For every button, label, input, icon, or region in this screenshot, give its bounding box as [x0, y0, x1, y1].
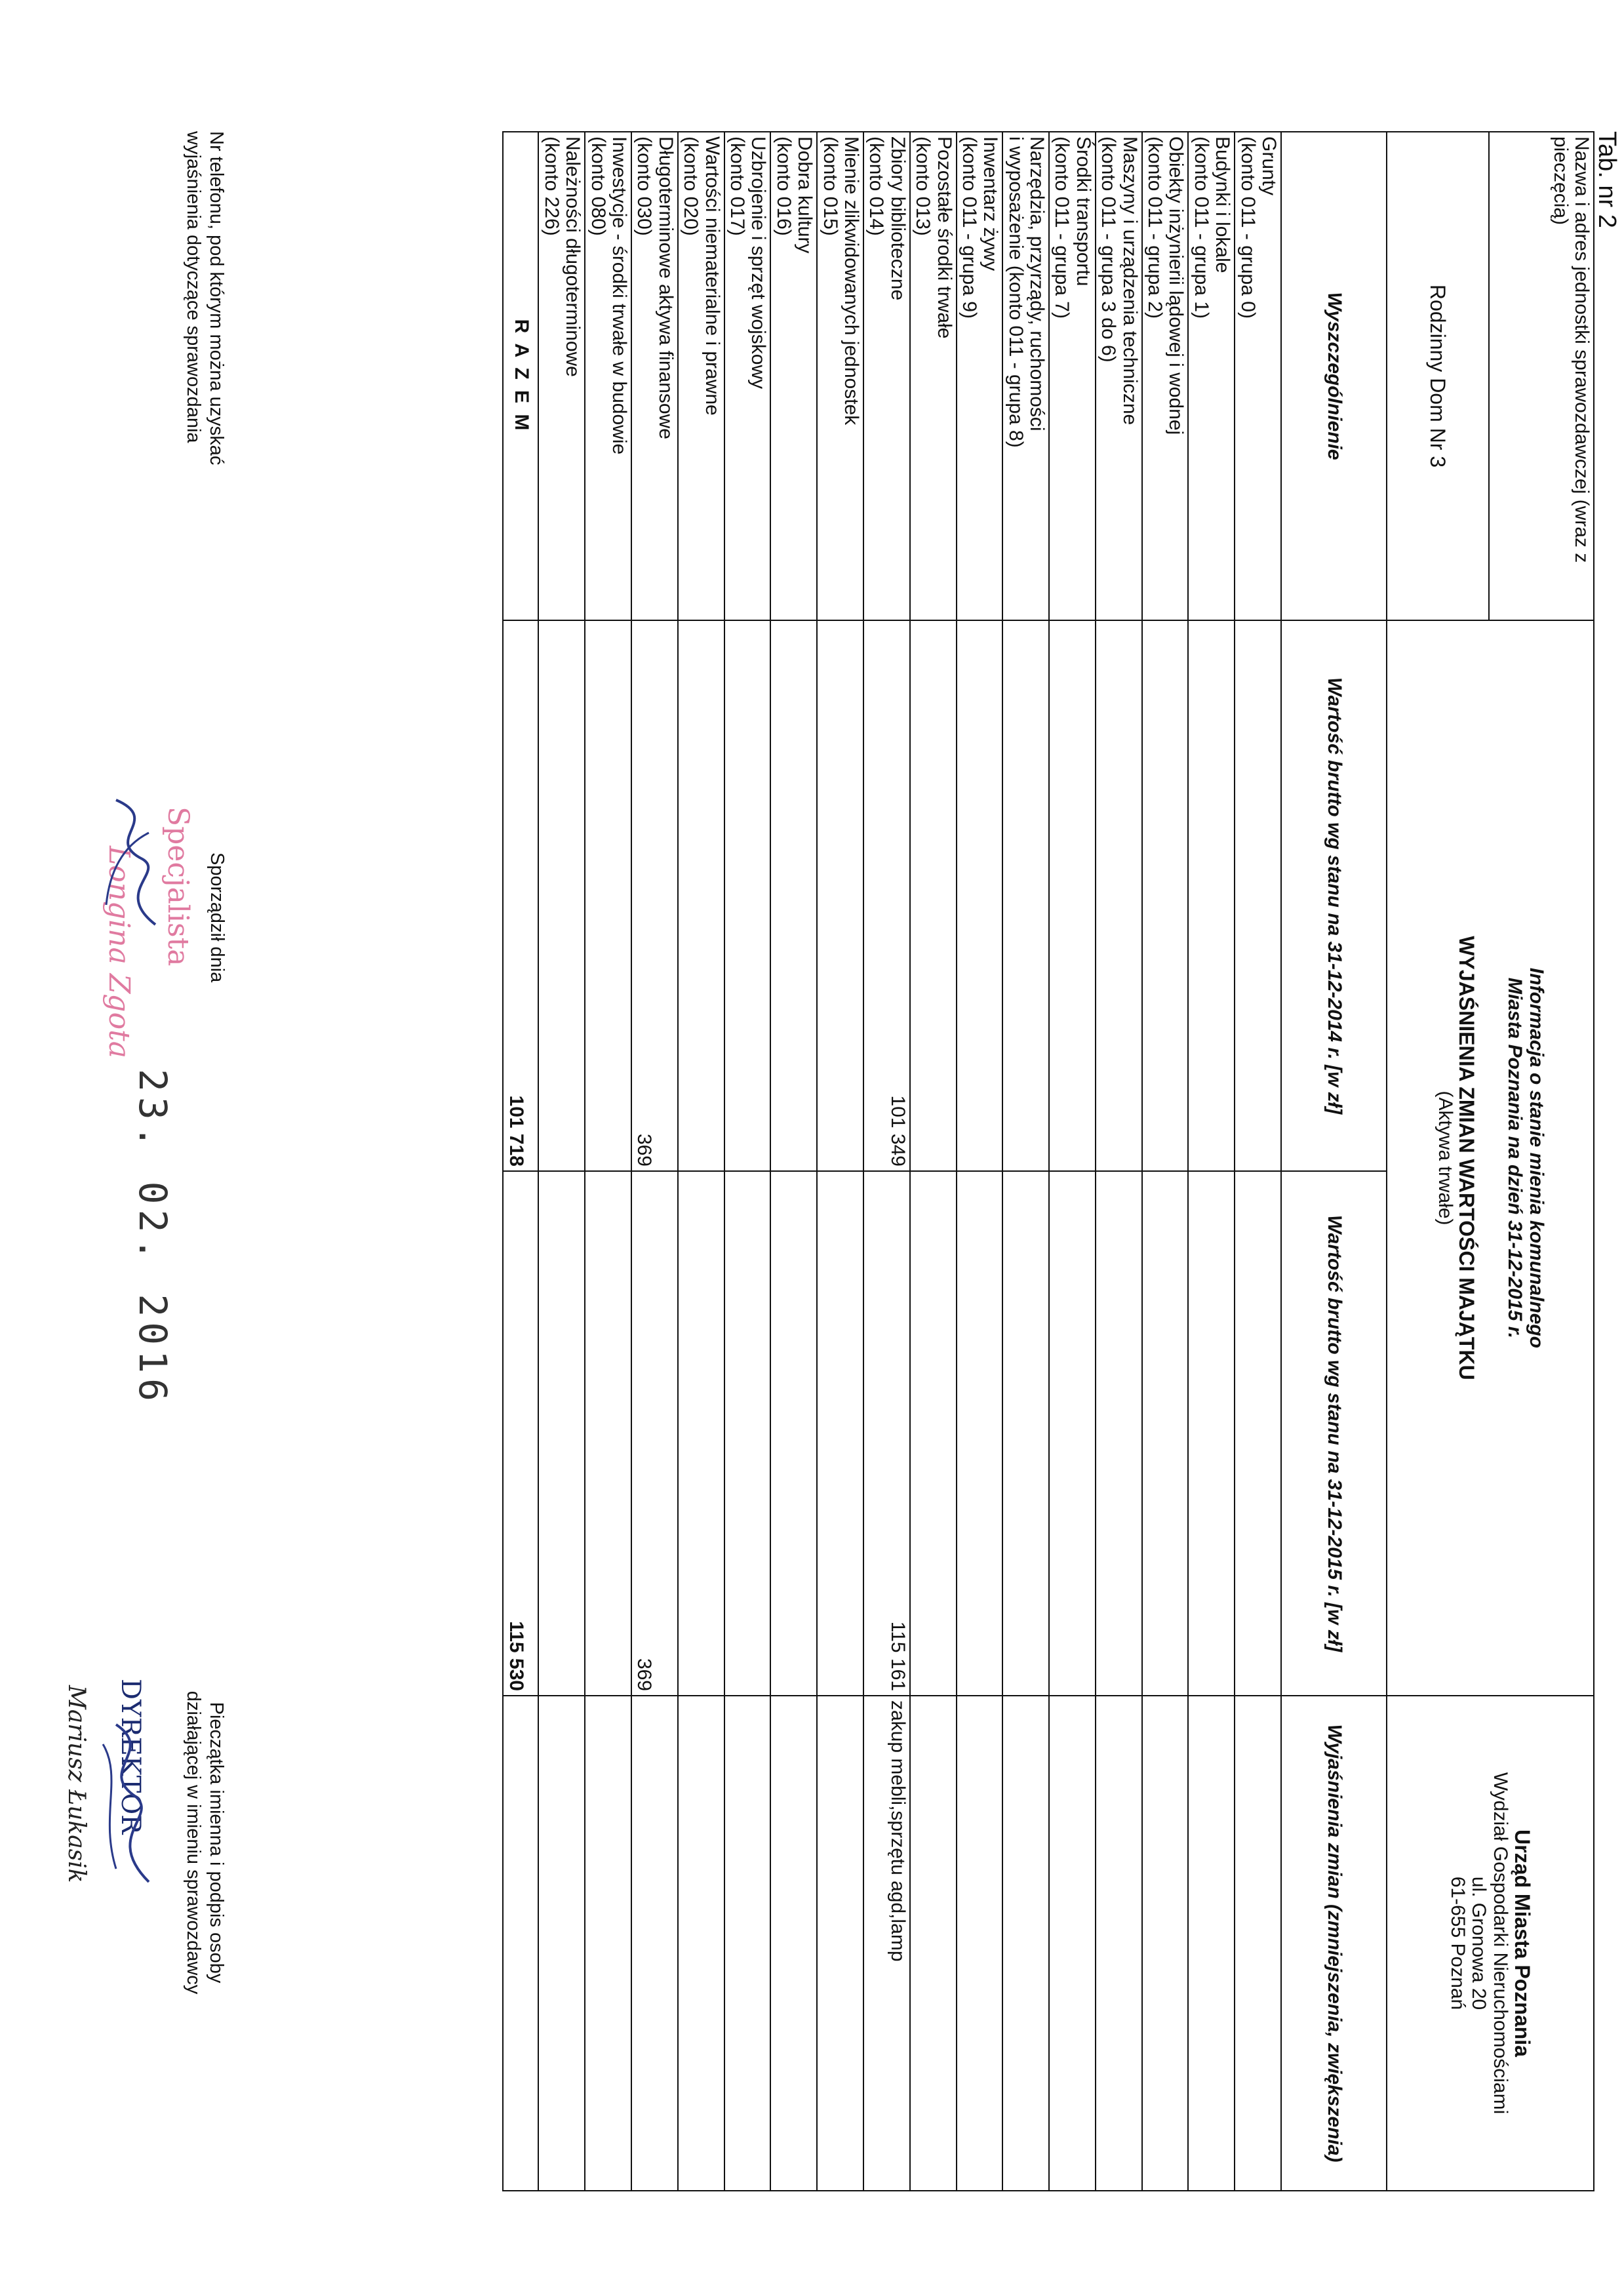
- row-2014: [1142, 620, 1189, 1171]
- row-note: [957, 1696, 1003, 2191]
- row-desc: [585, 132, 631, 620]
- row-desc: [817, 132, 863, 620]
- row-desc: [1002, 132, 1049, 620]
- row-account: (konto 020): [680, 136, 702, 236]
- row-note: [817, 1696, 863, 2191]
- specialist-stamp: Specjalista: [161, 807, 195, 967]
- row-2014: [1049, 620, 1096, 1171]
- col-2014: Wartość brutto wg stanu na 31-12-2014 r. [w zł]: [1281, 620, 1387, 1171]
- row-desc: [1142, 132, 1189, 620]
- row-note: [585, 1696, 631, 2191]
- office-name: Urząd Miasta Poznania: [1511, 1829, 1535, 2057]
- row-note: [1142, 1696, 1189, 2191]
- table-row: [585, 132, 631, 2191]
- col-desc: Wyszczególnienie: [1281, 132, 1387, 620]
- row-note: [1049, 1696, 1096, 2191]
- col-explain: Wyjaśnienia zmian (zmniejszenia, zwiększenia): [1281, 1696, 1387, 2191]
- row-account: (konto 014): [865, 136, 888, 236]
- row-desc: [539, 132, 585, 620]
- report-subtitle-2: (Aktywa trwałe): [1434, 1090, 1456, 1226]
- row-desc: [724, 132, 771, 620]
- unit-label: Nazwa i adres jednostki sprawozdawczej (wraz z pieczęcią): [1549, 136, 1593, 563]
- tab-number: Tab. nr 2: [1593, 131, 1621, 228]
- row-2014: [817, 620, 863, 1171]
- row-2015: [1049, 1171, 1096, 1696]
- row-desc: [910, 132, 957, 620]
- row-desc: [1188, 132, 1235, 620]
- total-label: R A Z E M: [504, 132, 539, 620]
- director-name: Mariusz Łukasik: [63, 1685, 90, 1883]
- table-row: [724, 132, 771, 2191]
- row-desc: [1049, 132, 1096, 620]
- office-cell: [1387, 1696, 1594, 2191]
- row-note: [1235, 1696, 1281, 2191]
- row-note: [1002, 1696, 1049, 2191]
- row-2014: [1188, 620, 1235, 1171]
- unit-label-cell: [1489, 132, 1594, 620]
- assets-table: [503, 131, 1595, 2191]
- row-account: (konto 226): [540, 136, 563, 236]
- table-row: [770, 132, 817, 2191]
- row-2015: [817, 1171, 863, 1696]
- row-account: (konto 011 - grupa 0): [1237, 136, 1259, 319]
- row-note: [724, 1696, 771, 2191]
- seal-note: [182, 1646, 228, 2039]
- row-2015: [957, 1171, 1003, 1696]
- row-2014: [910, 620, 957, 1171]
- row-label: Inwestycje - środki trwałe w budowie: [608, 136, 631, 455]
- row-2014: [1096, 620, 1142, 1171]
- row-account: (konto 017): [726, 136, 749, 236]
- row-label: Środki transportu: [1072, 136, 1094, 287]
- row-label: Narzędzia, przyrządy, ruchomości: [1026, 136, 1048, 431]
- total-note: [504, 1696, 539, 2191]
- row-desc: [678, 132, 724, 620]
- row-label: Obiekty inżynierii lądowej i wodnej: [1165, 136, 1187, 435]
- row-2014: [1235, 620, 1281, 1171]
- row-2014: [957, 620, 1003, 1171]
- row-desc: [631, 132, 678, 620]
- row-label: Zbiory biblioteczne: [886, 136, 909, 301]
- row-label: Maszyny i urządzenia techniczne: [1119, 136, 1141, 426]
- row-label: Budynki i lokale: [1212, 136, 1234, 273]
- row-label: Dobra kultury: [794, 136, 816, 254]
- row-2015: [539, 1171, 585, 1696]
- phone-note: [182, 131, 228, 465]
- prepared-label: Sporządził dnia: [207, 852, 228, 983]
- row-2015: 115 161: [863, 1171, 910, 1696]
- row-label: Uzbrojenie i sprzęt wojskowy: [747, 136, 770, 389]
- row-account: (konto 030): [633, 136, 656, 236]
- table-row: [1096, 132, 1142, 2191]
- row-2014: [770, 620, 817, 1171]
- report-title-2: Miasta Poznania na dzień 31-12-2015 r.: [1504, 977, 1526, 1339]
- total-2014: 101 718: [504, 620, 539, 1171]
- table-row: [910, 132, 957, 2191]
- row-note: [770, 1696, 817, 2191]
- row-2015: [1235, 1171, 1281, 1696]
- table-row: [863, 132, 910, 2191]
- row-2014: [539, 620, 585, 1171]
- director-signature: [90, 1718, 162, 1888]
- table-row: [1188, 132, 1235, 2191]
- table-row: [1002, 132, 1049, 2191]
- table-row: [957, 132, 1003, 2191]
- row-2014: [1002, 620, 1049, 1171]
- row-note: zakup mebli,sprzętu agd,lamp: [863, 1696, 910, 2191]
- row-label: Grunty: [1258, 136, 1280, 196]
- row-label: Inwentarz żywy: [980, 136, 1002, 271]
- office-dept: Wydział Gospodarki Nieruchomościami: [1489, 1772, 1511, 2115]
- row-2015: [585, 1171, 631, 1696]
- seal-note-2: działającej w imieniu sprawozdawcy: [183, 1690, 205, 1995]
- table-row: [817, 132, 863, 2191]
- phone-note-1: Nr telefonu, pod którym można uzyskać: [206, 131, 227, 466]
- title-cell: [1387, 620, 1594, 1696]
- director-stamp: DYREKTOR: [115, 1679, 146, 1835]
- row-desc: [957, 132, 1003, 620]
- row-label: Wartości niematerialne i prawne: [701, 136, 723, 416]
- header-row-top: [1489, 132, 1594, 2191]
- row-account: (konto 011 - grupa 7): [1051, 136, 1073, 319]
- row-2015: [1002, 1171, 1049, 1696]
- column-header-row: [1281, 132, 1387, 2191]
- col-2015: Wartość brutto wg stanu na 31-12-2015 r. [w zł]: [1281, 1171, 1387, 1696]
- report-title-1: Informacja o stanie mienia komunalnego: [1525, 967, 1547, 1349]
- row-note: [631, 1696, 678, 2191]
- row-desc: [863, 132, 910, 620]
- row-note: [1096, 1696, 1142, 2191]
- row-note: [910, 1696, 957, 2191]
- total-row: [504, 132, 539, 2191]
- row-desc: [770, 132, 817, 620]
- row-label: Długoterminowe aktywa finansowe: [654, 136, 677, 439]
- table-row: [1142, 132, 1189, 2191]
- row-2015: [1142, 1171, 1189, 1696]
- table-row: [1235, 132, 1281, 2191]
- row-account: (konto 015): [819, 136, 841, 236]
- table-row: [678, 132, 724, 2191]
- row-2015: [1188, 1171, 1235, 1696]
- row-account: (konto 011 - grupa 1): [1190, 136, 1212, 319]
- total-2015: 115 530: [504, 1171, 539, 1696]
- unit-name: Rodzinny Dom Nr 3: [1426, 284, 1450, 468]
- row-2014: [678, 620, 724, 1171]
- row-account: i wyposażenie (konto 011 - grupa 8): [1004, 136, 1027, 448]
- row-2015: [724, 1171, 771, 1696]
- row-2014: [585, 620, 631, 1171]
- row-2014: 369: [631, 620, 678, 1171]
- row-2014: [724, 620, 771, 1171]
- unit-name-cell: [1387, 132, 1489, 620]
- row-label: Należności długoterminowe: [562, 136, 584, 377]
- date-stamp: 23. 02. 2016: [130, 1069, 175, 1407]
- office-city: 61-655 Poznań: [1447, 1876, 1469, 2010]
- row-2015: [678, 1171, 724, 1696]
- row-note: [678, 1696, 724, 2191]
- row-account: (konto 011 - grupa 2): [1144, 136, 1166, 319]
- row-2014: 101 349: [863, 620, 910, 1171]
- row-label: Pozostałe środki trwałe: [933, 136, 955, 339]
- table-row: [539, 132, 585, 2191]
- row-2015: [1096, 1171, 1142, 1696]
- table-row: [631, 132, 678, 2191]
- row-account: (konto 016): [772, 136, 795, 236]
- row-2015: 369: [631, 1171, 678, 1696]
- specialist-name-stamp: Longina Zgota: [102, 846, 136, 1058]
- report-subtitle: WYJAŚNIENIA ZMIAN WARTOŚCI MAJĄTKU: [1455, 936, 1479, 1380]
- seal-note-1: Pieczątka imienna i podpis osoby: [206, 1702, 227, 1984]
- row-account: (konto 080): [587, 136, 609, 236]
- row-2015: [910, 1171, 957, 1696]
- table-row: [1049, 132, 1096, 2191]
- row-account: (konto 013): [912, 136, 934, 236]
- row-label: Mienie zlikwidowanych jednostek: [840, 136, 862, 426]
- row-note: [539, 1696, 585, 2191]
- office-street: ul. Gronowa 20: [1468, 1876, 1490, 2010]
- phone-note-2: wyjaśnienia dotyczące sprawozdania: [183, 131, 205, 443]
- row-account: (konto 011 - grupa 3 do 6): [1098, 136, 1120, 363]
- row-account: (konto 011 - grupa 9): [958, 136, 980, 319]
- specialist-signature: [96, 793, 175, 938]
- row-2015: [770, 1171, 817, 1696]
- row-desc: [1235, 132, 1281, 620]
- row-note: [1188, 1696, 1235, 2191]
- row-desc: [1096, 132, 1142, 620]
